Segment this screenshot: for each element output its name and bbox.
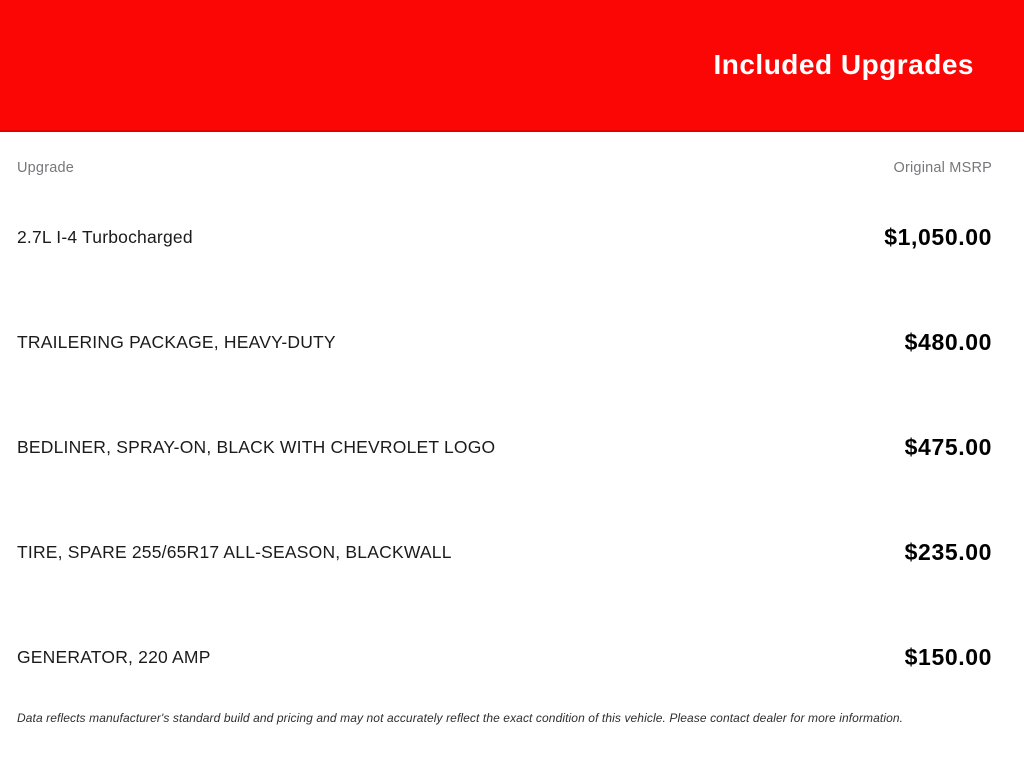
table-row (17, 290, 992, 395)
upgrade-price: $480.00 (904, 329, 992, 355)
upgrade-name: 2.7L I-4 Turbocharged (17, 227, 193, 247)
column-header-upgrade: Upgrade (17, 160, 75, 176)
upgrade-price: $235.00 (904, 539, 992, 565)
table-row (17, 500, 992, 605)
upgrade-name: TIRE, SPARE 255/65R17 ALL-SEASON, BLACKWALL (17, 542, 452, 562)
table-row (17, 605, 992, 710)
table-header-row (17, 132, 992, 176)
page-title: Included Upgrades (713, 49, 974, 80)
upgrade-price: $475.00 (904, 434, 992, 460)
included-upgrades-banner (0, 0, 1024, 132)
upgrade-name: TRAILERING PACKAGE, HEAVY-DUTY (17, 332, 336, 352)
upgrade-name: GENERATOR, 220 AMP (17, 647, 211, 667)
disclaimer-text: Data reflects manufacturer's standard build and pricing and may not accurately reflect the exact condition of this vehicle. Please contact dealer for more information. (17, 711, 904, 725)
upgrade-price: $150.00 (904, 644, 992, 670)
upgrade-name: BEDLINER, SPRAY-ON, BLACK WITH CHEVROLET LOGO (17, 437, 496, 457)
upgrades-table (0, 132, 1024, 725)
table-row (17, 185, 992, 290)
table-row (17, 395, 992, 500)
column-header-original-msrp: Original MSRP (893, 160, 992, 176)
upgrade-price: $1,050.00 (884, 224, 992, 250)
table-body (17, 185, 992, 710)
